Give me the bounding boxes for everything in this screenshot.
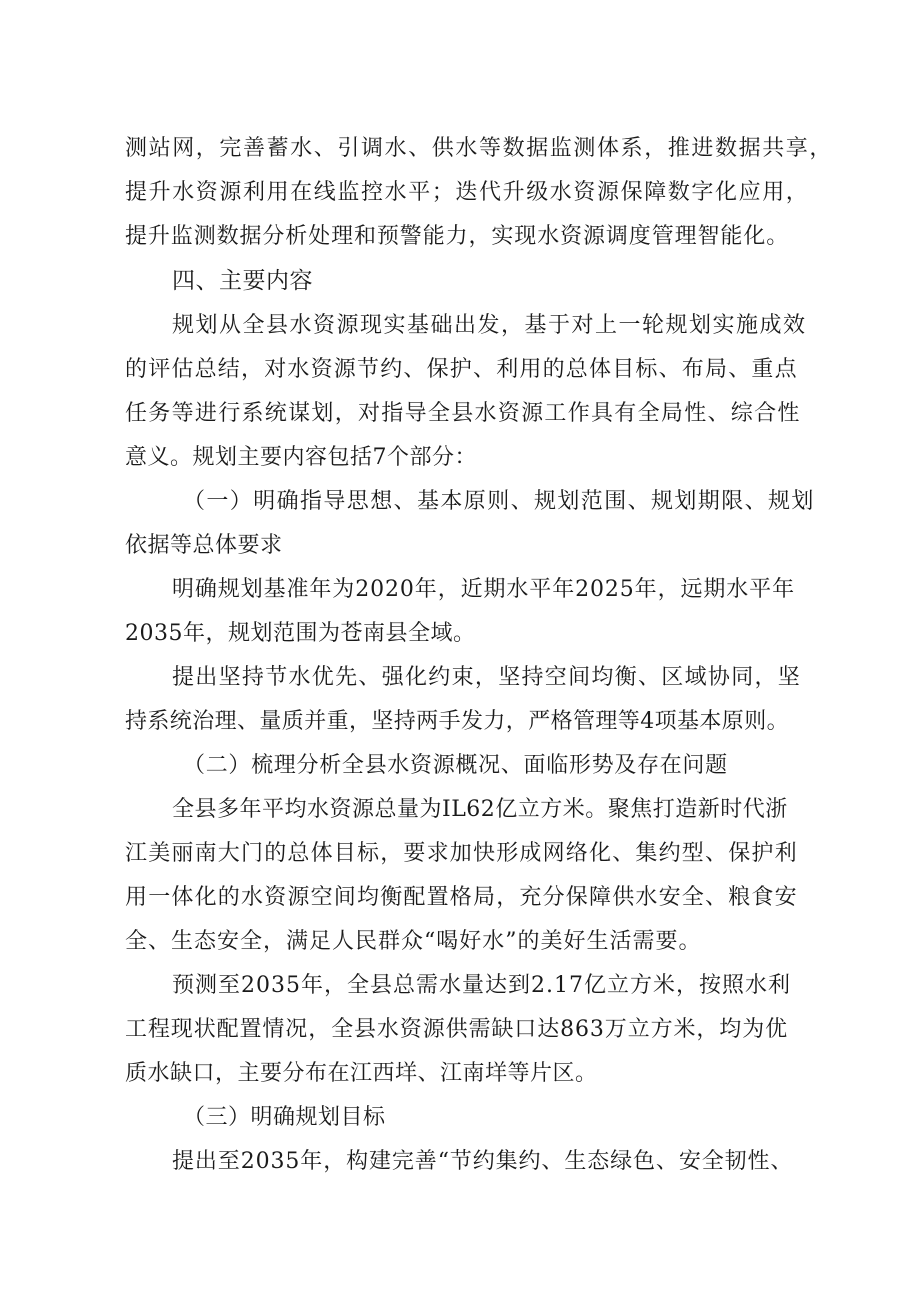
body-line: 质水缺口，主要分布在江西垟、江南垟等片区。 <box>125 1061 598 1086</box>
subsection-heading: （一）明确指导思想、基本原则、规划范围、规划期限、规划 <box>183 489 815 514</box>
body-line: 全、生态安全，满足人民群众“喝好水”的美好生活需要。 <box>125 929 702 954</box>
body-line: 提升水资源利用在线监控水平；迭代升级水资源保障数字化应用， <box>125 180 810 205</box>
body-line: 提出至2035年，构建完善“节约集约、生态绿色、安全韧性、 <box>172 1149 794 1174</box>
body-line: 预测至2035年，全县总需水量达到2.17亿立方米，按照水利 <box>172 973 791 998</box>
subsection-heading: （二）梳理分析全县水资源概况、面临形势及存在问题 <box>183 753 728 778</box>
body-line: 任务等进行系统谋划，对指导全县水资源工作具有全局性、综合性 <box>125 401 801 426</box>
subsection-heading: （三）明确规划目标 <box>183 1105 386 1130</box>
body-line: 全县多年平均水资源总量为IL62亿立方米。聚焦打造新时代浙 <box>172 797 788 822</box>
subsection-heading-continued: 依据等总体要求 <box>125 533 283 558</box>
body-line: 持系统治理、量质并重，坚持两手发力，严格管理等4项基本原则。 <box>125 709 789 734</box>
body-line: 规划从全县水资源现实基础出发，基于对上一轮规划实施成效 <box>172 313 807 338</box>
body-line: 提升监测数据分析处理和预警能力，实现水资源调度管理智能化。 <box>125 224 790 249</box>
body-line: 明确规划基准年为2020年，近期水平年2025年，远期水平年 <box>172 577 795 602</box>
body-line: 江美丽南大门的总体目标，要求加快形成网络化、集约型、保护利 <box>125 841 798 866</box>
body-line: 提出坚持节水优先、强化约束，坚持空间均衡、区域协同，坚 <box>172 665 802 690</box>
body-line: 2035年，规划范围为苍南县全域。 <box>125 621 476 646</box>
body-line: 用一体化的水资源空间均衡配置格局，充分保障供水安全、粮食安 <box>125 885 798 910</box>
body-line: 的评估总结，对水资源节约、保护、利用的总体目标、布局、重点 <box>125 357 798 382</box>
section-heading: 四、主要内容 <box>172 268 313 294</box>
body-line: 工程现状配置情况，全县水资源供需缺口达863万立方米，均为优 <box>125 1017 788 1042</box>
body-line: 测站网，完善蓄水、引调水、供水等数据监测体系，推进数据共享， <box>125 136 834 161</box>
body-line: 意义。规划主要内容包括7个部分： <box>125 445 477 470</box>
